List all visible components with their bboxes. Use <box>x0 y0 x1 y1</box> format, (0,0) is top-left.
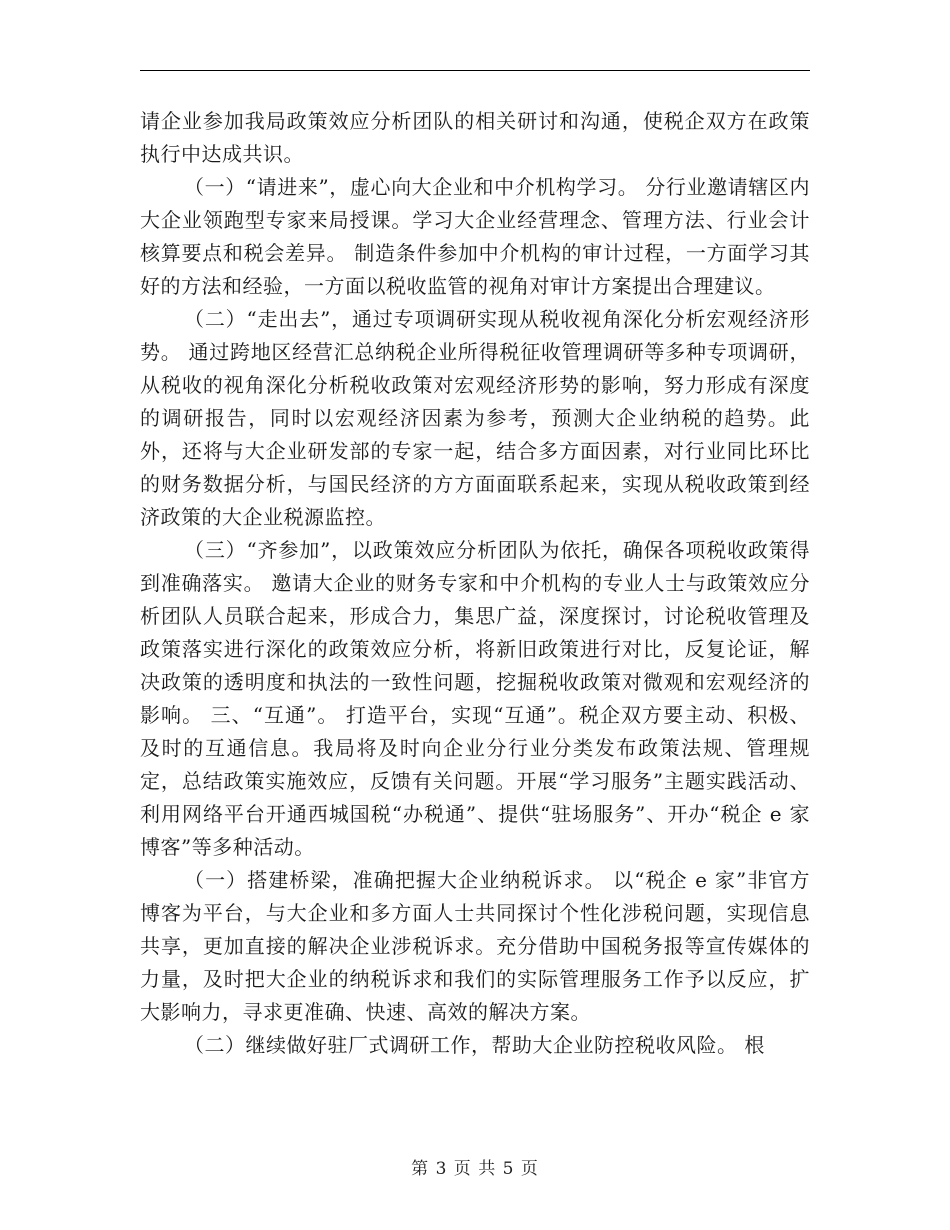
paragraph-6: （二）继续做好驻厂式调研工作，帮助大企业防控税收风险。 根 <box>184 1033 765 1057</box>
document-body <box>140 105 810 1062</box>
paragraph-3: （二）“走出去”，通过专项调研实现从税收视角深化分析宏观经济形势。 通过跨地区经营汇总纳税企业所得税征收管理调研等多种专项调研，从税收的视角深化分析税收政策对宏观经济形势的影响，努力形成有深度的调研报告，同时以宏观经济因素为参考，预测大企业纳税的趋势。此外，还将与大企业研发部的专家一起，结合多方面因素，对行业同比环比的财务数据分析，与国民经济的方方面面联系起来，实现从税收政策到经济政策的大企业税源监控。 <box>140 307 810 529</box>
page-number-footer: 第 3 页 共 5 页 <box>411 1159 539 1179</box>
paragraph-4: （三）“齐参加”，以政策效应分析团队为依托，确保各项税收政策得到准确落实。 邀请大企业的财务专家和中介机构的专业人士与政策效应分析团队人员联合起来，形成合力，集思广益，深度探讨，讨论税收管理及政策落实进行深化的政策效应分析，将新旧政策进行对比，反复论证，解决政策的透明度和执法的一致性问题，挖掘税收政策对微观和宏观经济的影响。 三、“互通”。 打造平台，实现“互通”。税企双方要主动、积极、及时的互通信息。我局将及时向企业分行业分类发布政策法规、管理规定，总结政策实施效应，反馈有关问题。开展“学习服务”主题实践活动、利用网络平台开通西城国税“办税通”、提供“驻场服务”、开办“税企 e 家博客”等多种活动。 <box>140 538 810 859</box>
paragraph-2: （一）“请进来”，虚心向大企业和中介机构学习。 分行业邀请辖区内大企业领跑型专家来局授课。学习大企业经营理念、管理方法、行业会计核算要点和税会差异。 制造条件参加中介机构的审计过程，一方面学习其好的方法和经验，一方面以税收监管的视角对审计方案提出合理建议。 <box>140 175 810 298</box>
header-rule <box>140 70 810 71</box>
paragraph-1: 请企业参加我局政策效应分析团队的相关研讨和沟通，使税企双方在政策执行中达成共识。 <box>140 109 810 166</box>
paragraph-5: （一）搭建桥梁，准确把握大企业纳税诉求。 以“税企 e 家”非官方博客为平台，与大企业和多方面人士共同探讨个性化涉税问题，实现信息共享，更加直接的解决企业涉税诉求。充分借助中国税务报等宣传媒体的力量，及时把大企业的纳税诉求和我们的实际管理服务工作予以反应，扩大影响力，寻求更准确、快速、高效的解决方案。 <box>140 868 810 1024</box>
